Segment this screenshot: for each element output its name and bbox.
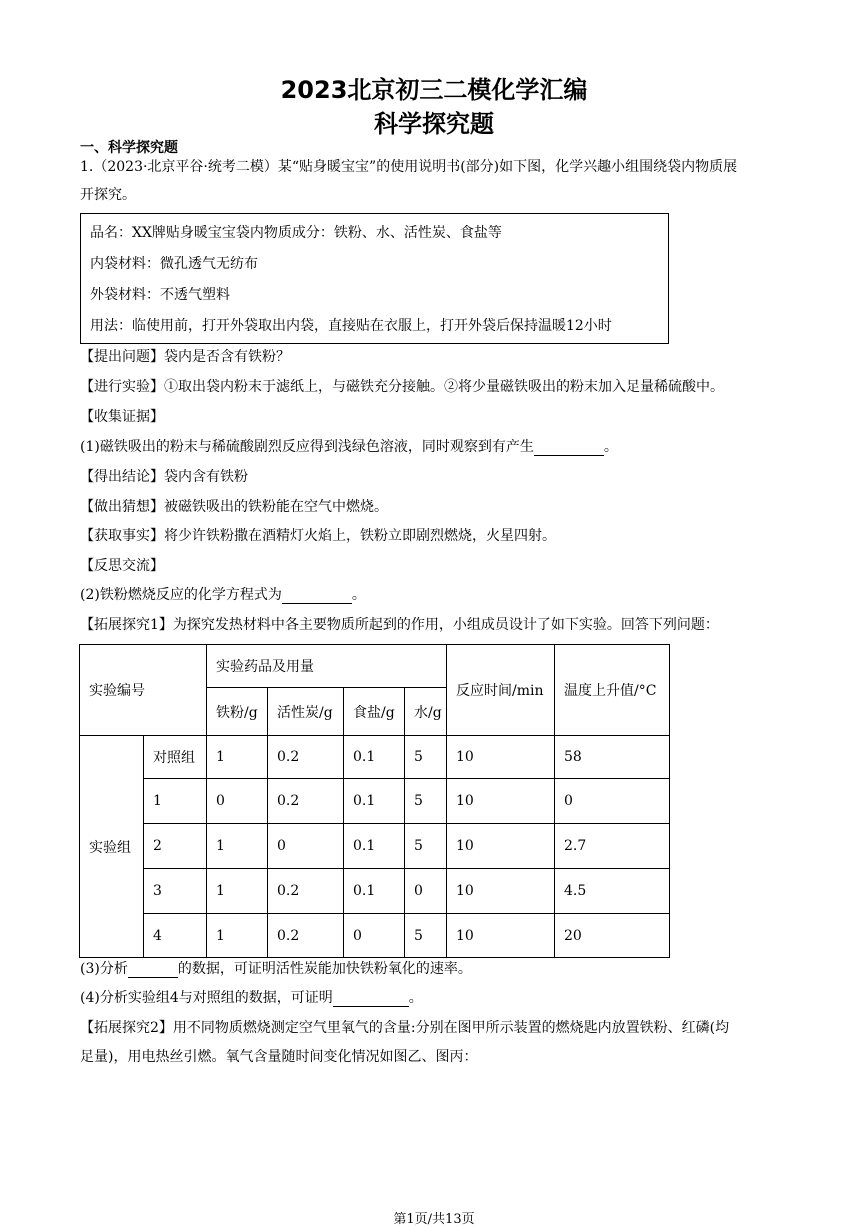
table-cell: 2 [144,824,207,869]
table-cell: 3 [144,869,207,914]
table-subheader: 活性炭/g [268,688,344,736]
question-1-text: (1)磁铁吸出的粉末与稀硫酸剧烈反应得到浅绿色溶液，同时观察到有产生 [80,439,534,455]
answer-blank [534,441,604,456]
table-row [80,914,670,958]
facts: 【获取事实】将少许铁粉撒在酒精灯火焰上，铁粉立即剧烈燃烧，火星四射。 [80,528,556,544]
table-cell: 20 [555,914,670,958]
table-row [80,779,670,824]
question-4 [80,989,423,1007]
hypothesis: 【做出猜想】被磁铁吸出的铁粉能在空气中燃烧。 [80,499,388,515]
table-subheader: 铁粉/g [207,688,268,736]
table-header-drugs: 实验药品及用量 [207,645,447,688]
table-cell: 0.1 [344,779,405,824]
table-cell: 58 [555,736,670,779]
table-subheader: 食盐/g [344,688,405,736]
answer-blank [128,963,178,978]
question-3 [80,960,472,978]
table-cell: 1 [144,779,207,824]
question-2-end: 。 [351,587,366,603]
table-cell: 0.2 [268,736,344,779]
question-1 [80,438,618,456]
question-3-end: 的数据，可证明活性炭能加快铁粉氧化的速率。 [177,961,472,977]
table-cell: 5 [405,779,447,824]
table-subheader: 水/g [405,688,447,736]
table-header-id: 实验编号 [80,645,207,736]
table-header-temp: 温度上升值/°C [555,645,670,736]
reflection: 【反思交流】 [80,558,164,574]
group-label: 实验组 [80,736,144,958]
document-subtitle: 科学探究题 [374,110,494,138]
table-cell: 10 [447,914,555,958]
experiment-table [79,644,670,958]
table-cell: 1 [207,736,268,779]
table-cell: 1 [207,824,268,869]
table-cell: 0 [207,779,268,824]
table-cell: 10 [447,736,555,779]
table-row [80,736,670,779]
table-row [80,869,670,914]
info-line: 内袋材料：微孔透气无纺布 [90,256,258,272]
info-line: 品名：XX牌贴身暖宝宝袋内物质成分：铁粉、水、活性炭、食盐等 [90,225,502,241]
table-cell: 5 [405,824,447,869]
info-line: 外袋材料：不透气塑料 [90,287,230,303]
section-heading: 一、科学探究题 [80,140,178,156]
extension-1: 【拓展探究1】为探究发热材料中各主要物质所起到的作用，小组成员设计了如下实验。回答下列问题： [80,617,719,633]
question-2-text: (2)铁粉燃烧反应的化学方程式为 [80,587,282,603]
table-cell: 5 [405,736,447,779]
question-3-text: (3)分析 [80,961,128,977]
question-intro-line1: 1.（2023·北京平谷·统考二模）某“贴身暖宝宝”的使用说明书(部分)如下图，化学兴趣小组围绕袋内物质展 [80,159,738,175]
table-cell: 0 [268,824,344,869]
question-2 [80,586,366,604]
table-cell: 0.2 [268,779,344,824]
table-cell: 0.2 [268,869,344,914]
question-4-end: 。 [408,990,423,1006]
table-cell: 10 [447,824,555,869]
collect-evidence: 【收集证据】 [80,409,164,425]
table-header-time: 反应时间/min [447,645,555,736]
table-cell: 0.2 [268,914,344,958]
document-title: 2023北京初三二模化学汇编 [280,76,588,104]
page-footer: 第1页/共13页 [393,1212,475,1227]
question-intro-line2: 开探究。 [80,187,136,203]
extension-2-line1: 【拓展探究2】用不同物质燃烧测定空气里氧气的含量:分别在图甲所示装置的燃烧匙内放置铁粉、红磷(均 [80,1020,730,1036]
table-cell: 0.1 [344,869,405,914]
table-cell: 0 [405,869,447,914]
table-row [80,824,670,869]
instruction-box [80,213,669,344]
table-cell: 0.1 [344,736,405,779]
extension-2-line2: 足量)，用电热丝引燃。氧气含量随时间变化情况如图乙、图丙： [80,1049,478,1065]
info-line: 用法：临使用前，打开外袋取出内袋，直接贴在衣服上，打开外袋后保持温暖12小时 [90,318,612,334]
table-cell: 2.7 [555,824,670,869]
table-cell: 5 [405,914,447,958]
table-cell: 10 [447,779,555,824]
answer-blank [282,589,352,604]
table-cell: 4 [144,914,207,958]
table-cell: 10 [447,869,555,914]
table-cell: 0.1 [344,824,405,869]
conclusion: 【得出结论】袋内含有铁粉 [80,469,248,485]
question-4-text: (4)分析实验组4与对照组的数据，可证明 [80,990,333,1006]
question-1-end: 。 [603,439,618,455]
answer-blank [333,992,409,1007]
table-cell: 1 [207,914,268,958]
ask-question: 【提出问题】袋内是否含有铁粉？ [80,349,290,365]
table-cell: 1 [207,869,268,914]
table-cell: 0 [344,914,405,958]
table-cell: 0 [555,779,670,824]
table-cell: 对照组 [144,736,207,779]
experiment-steps: 【进行实验】①取出袋内粉末于滤纸上，与磁铁充分接触。②将少量磁铁吸出的粉末加入足量稀硫酸中。 [80,379,724,395]
table-cell: 4.5 [555,869,670,914]
